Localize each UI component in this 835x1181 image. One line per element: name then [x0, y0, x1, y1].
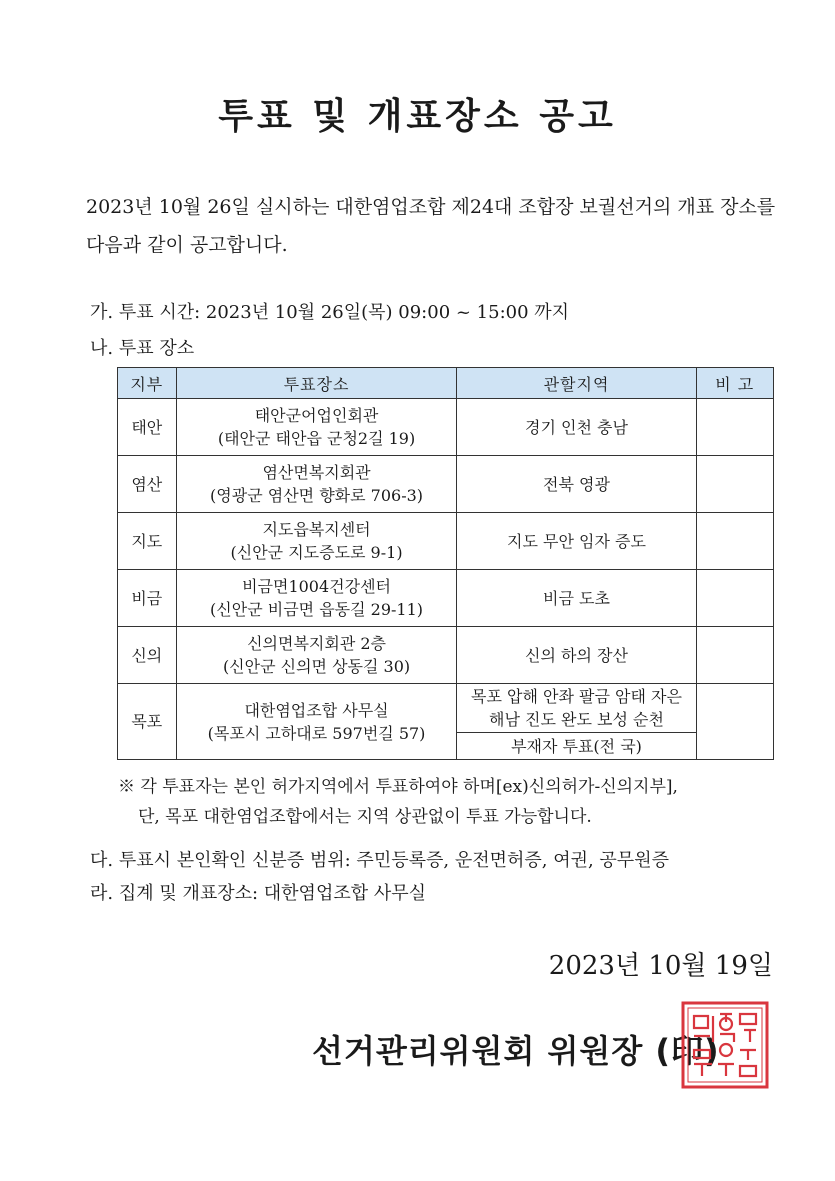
note-cell [696, 513, 773, 570]
place-cell [176, 570, 457, 627]
table-row [118, 627, 774, 684]
region-line: 해남 진도 완도 보성 순천 [489, 710, 664, 729]
branch-cell: 태안 [118, 399, 177, 456]
header-place: 투표장소 [176, 368, 457, 399]
branch-cell: 염산 [118, 456, 177, 513]
voting-places-table [117, 367, 774, 760]
signature-line: 선거관리위원회 위원장 (印) [312, 1032, 720, 1070]
place-cell [176, 399, 457, 456]
place-cell [176, 684, 457, 760]
header-region: 관할지역 [457, 368, 696, 399]
region-cell: 경기 인천 충남 [457, 399, 696, 456]
region-cell: 지도 무안 임자 증도 [457, 513, 696, 570]
place-address: (신안군 비금면 읍동길 29-11) [210, 600, 424, 619]
branch-cell: 목포 [118, 684, 177, 760]
voting-place-heading: 나. 투표 장소 [90, 338, 195, 359]
notice-date: 2023년 10월 19일 [548, 951, 773, 981]
place-name: 대한염업조합 사무실 [244, 700, 389, 720]
region-cell: 비금 도초 [457, 570, 696, 627]
voting-time: 가. 투표 시간: 2023년 10월 26일(목) 09:00 ~ 15:00 까지 [90, 302, 570, 323]
place-cell [176, 456, 457, 513]
place-address: (신안군 신의면 상동길 30) [222, 657, 411, 676]
branch-cell: 신의 [118, 627, 177, 684]
place-name: 태안군어업인회관 [254, 406, 379, 425]
table-row [118, 456, 774, 513]
place-address: (영광군 염산면 향화로 706-3) [210, 486, 424, 505]
note-cell [696, 399, 773, 456]
region-cell: 신의 하의 장산 [457, 627, 696, 684]
region-cell [457, 684, 696, 733]
place-cell [176, 513, 457, 570]
absentee-cell: 부재자 투표(전 국) [457, 733, 696, 760]
table-header-row [118, 368, 774, 399]
official-seal-icon [680, 1000, 770, 1090]
place-name: 신의면복지회관 2층 [247, 634, 386, 653]
branch-cell: 비금 [118, 570, 177, 627]
region-line: 목포 압해 안좌 팔금 암태 자은 [471, 687, 682, 706]
note-cell [696, 570, 773, 627]
page-title: 투표 및 개표장소 공고 [218, 96, 617, 137]
table-row [118, 399, 774, 456]
id-requirements: 다. 투표시 본인확인 신분증 범위: 주민등록증, 운전면허증, 여권, 공무원증 [90, 850, 669, 871]
intro-paragraph: 2023년 10월 26일 실시하는 대한염업조합 제24대 조합장 보궐선거의 개표 장소를 다음과 같이 공고합니다. [86, 196, 776, 256]
note-cell [696, 684, 773, 760]
notice-line: ※ 각 투표자는 본인 허가지역에서 투표하여야 하며[ex)신의허가-신의지부], [118, 777, 678, 797]
counting-place: 라. 집계 및 개표장소: 대한염업조합 사무실 [90, 883, 426, 904]
note-cell [696, 627, 773, 684]
header-branch: 지부 [118, 368, 177, 399]
header-note: 비 고 [696, 368, 773, 399]
note-cell [696, 456, 773, 513]
table-row [118, 513, 774, 570]
place-address: (태안군 태안읍 군청2길 19) [217, 429, 416, 448]
branch-cell: 지도 [118, 513, 177, 570]
place-address: (신안군 지도증도로 9-1) [230, 543, 403, 562]
place-name: 지도읍복지센터 [262, 520, 371, 539]
place-name: 염산면복지회관 [262, 463, 371, 482]
notice-line: 단, 목포 대한염업조합에서는 지역 상관없이 투표 가능합니다. [138, 807, 592, 827]
place-cell [176, 627, 457, 684]
place-name: 비금면1004건강센터 [242, 577, 391, 596]
table-row [118, 570, 774, 627]
table-row [118, 684, 774, 733]
place-address: (목포시 고하대로 597번길 57) [207, 723, 426, 743]
region-cell: 전북 영광 [457, 456, 696, 513]
